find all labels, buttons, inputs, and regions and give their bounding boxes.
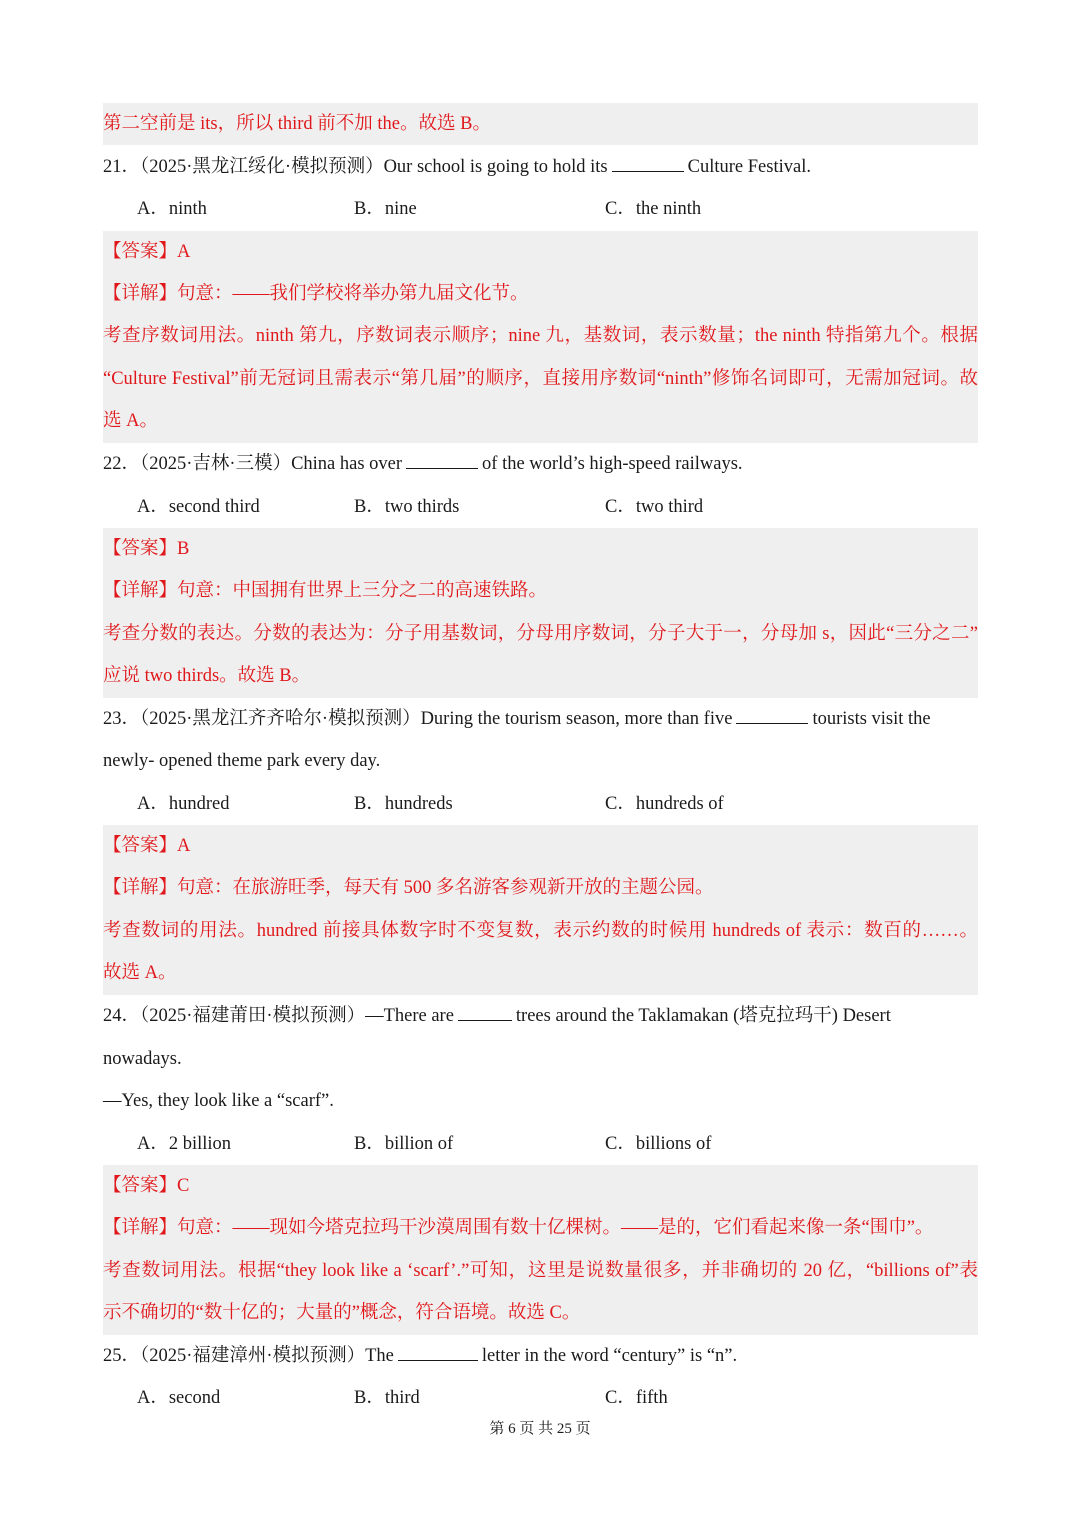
explanation-line: “Culture Festival”前无冠词且需表示“第几届”的顺序，直接用序数词“ninth”修饰名词即可，无需加冠词。故 bbox=[103, 369, 978, 389]
option-b: B．hundreds bbox=[354, 794, 453, 814]
option-c: C．fifth bbox=[605, 1388, 668, 1408]
question-21 bbox=[103, 146, 978, 188]
answer-label: 【答案】B bbox=[103, 539, 190, 559]
question-text-tail: letter in the word “century” is “n”. bbox=[481, 1346, 738, 1366]
question-text: 25．（2025·福建漳州·模拟预测）The bbox=[103, 1346, 394, 1366]
question-22 bbox=[103, 443, 978, 485]
option-c: C．hundreds of bbox=[605, 794, 724, 814]
option-a: A．second bbox=[137, 1388, 221, 1408]
question-25 bbox=[103, 1335, 978, 1377]
explanation-line: 【详解】句意：——现如今塔克拉玛干沙漠周围有数十亿棵树。——是的，它们看起来像一条“围巾”。 bbox=[103, 1218, 934, 1238]
explanation-line: 【详解】句意：——我们学校将举办第九届文化节。 bbox=[103, 284, 529, 304]
explanation-line: 【详解】句意：在旅游旺季，每天有 500 多名游客参观新开放的主题公园。 bbox=[103, 878, 714, 898]
option-a: A．hundred bbox=[137, 794, 230, 814]
page-number-footer: 第 6 页 共 25 页 bbox=[489, 1421, 591, 1437]
explanation-line: 考查序数词用法。ninth 第九，序数词表示顺序；nine 九，基数词，表示数量；the ninth 特指第九个。根据 bbox=[103, 326, 978, 346]
question-text-tail: of the world’s high-speed railways. bbox=[482, 454, 743, 474]
explanation-line: 应说 two thirds。故选 B。 bbox=[103, 666, 311, 686]
question-text-continued: nowadays. bbox=[103, 1049, 182, 1069]
option-a: A．second third bbox=[137, 497, 260, 517]
option-a: A．2 billion bbox=[137, 1134, 232, 1154]
answer-label: 【答案】A bbox=[103, 242, 191, 262]
question-text-tail: trees around the Taklamakan (塔克拉玛干) Desert bbox=[515, 1006, 891, 1026]
explanation-line: 考查数词的用法。hundred 前接具体数字时不变复数，表示约数的时候用 hundreds of 表示：数百的……。 bbox=[103, 921, 978, 941]
question-text-tail: Culture Festival. bbox=[687, 157, 811, 177]
answer-blank bbox=[736, 705, 808, 724]
option-b: B．billion of bbox=[354, 1134, 454, 1154]
explanation-line: 【详解】句意：中国拥有世界上三分之二的高速铁路。 bbox=[103, 581, 548, 601]
question-text-continued: newly- opened theme park every day. bbox=[103, 751, 381, 771]
question-text: 24．（2025·福建莆田·模拟预测）—There are bbox=[103, 1006, 454, 1026]
option-c: C．the ninth bbox=[605, 199, 702, 219]
option-b: B．third bbox=[354, 1388, 420, 1408]
explanation-line: 选 A。 bbox=[103, 411, 158, 431]
answer-blank bbox=[612, 153, 684, 172]
question-text: 21．（2025·黑龙江绥化·模拟预测）Our school is going to hold its bbox=[103, 157, 608, 177]
question-text: 22．（2025·吉林·三模）China has over bbox=[103, 454, 403, 474]
explanation-line: 示不确切的“数十亿的；大量的”概念，符合语境。故选 C。 bbox=[103, 1303, 581, 1323]
explanation-line: 第二空前是 its，所以 third 前不加 the。故选 B。 bbox=[103, 114, 491, 134]
question-text: 23．（2025·黑龙江齐齐哈尔·模拟预测）During the tourism season, more than five bbox=[103, 709, 733, 729]
answer-blank bbox=[458, 1002, 512, 1021]
option-a: A．ninth bbox=[137, 199, 207, 219]
question-23 bbox=[103, 698, 978, 740]
question-text-tail: tourists visit the bbox=[812, 709, 931, 729]
option-c: C．two third bbox=[605, 497, 704, 517]
explanation-line: 考查分数的表达。分数的表达为：分子用基数词，分母用序数词，分子大于一，分母加 s，因此“三分之二” bbox=[103, 624, 978, 644]
answer-label: 【答案】C bbox=[103, 1176, 190, 1196]
answer-blank bbox=[406, 450, 478, 469]
answer-label: 【答案】A bbox=[103, 836, 191, 856]
question-24 bbox=[103, 995, 978, 1037]
option-b: B．nine bbox=[354, 199, 417, 219]
explanation-line: 考查数词用法。根据“they look like a ‘scarf’.”可知，这里是说数量很多，并非确切的 20 亿，“billions of”表 bbox=[103, 1261, 978, 1281]
option-c: C．billions of bbox=[605, 1134, 712, 1154]
explanation-line: 故选 A。 bbox=[103, 963, 177, 983]
option-b: B．two thirds bbox=[354, 497, 460, 517]
answer-blank bbox=[398, 1342, 478, 1361]
question-reply: —Yes, they look like a “scarf”. bbox=[103, 1091, 334, 1111]
